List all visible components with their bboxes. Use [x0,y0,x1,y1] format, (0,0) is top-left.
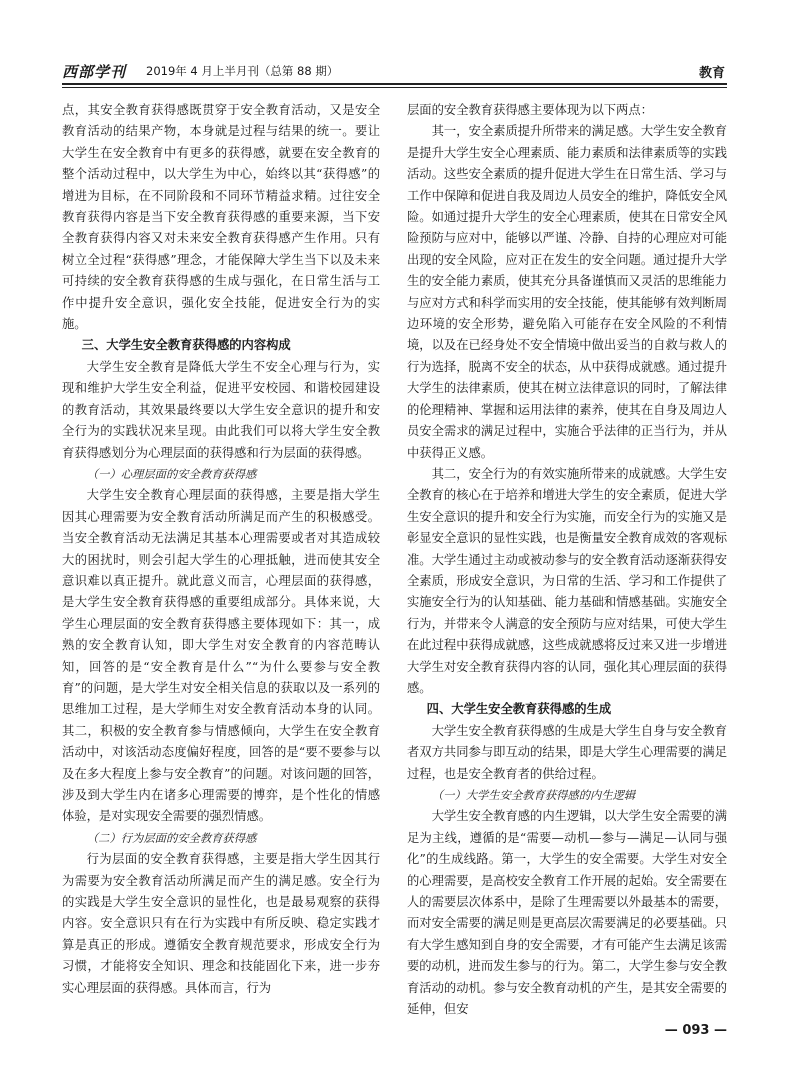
paragraph: 大学生安全教育是降低大学生不安全心理与行为，实现和维护大学生安全利益，促进平安校园、和谐校园建设的教育活动，其效果最终要以大学生安全意识的提升和安全行为的实践状况来呈现。由此我们可以将大学生安全教育获得感划分为心理层面的获得感和行为层面的获得感。 [62,359,380,460]
paragraph: 大学生安全教育心理层面的获得感，主要是指大学生因其心理需要为安全教育活动所满足而产生的积极感受。当安全教育活动无法满足其基本心理需要或者对其造成较大的困扰时，则会引起大学生的心理抵触，进而使其安全意识难以真正提升。就此意义而言，心理层面的获得感，是大学生安全教育获得感的重要组成部分。具体来说，大学生心理层面的安全教育获得感主要体现如下：其一，成熟的安全教育认知，即大学生对安全教育的内容范畴认知，回答的是“安全教育是什么”“为什么要参与安全教育”的问题，是大学生对安全相关信息的获取以及一系列的思维加工过程，是大学师生对安全教育活动本身的认同。其二，积极的安全教育参与情感倾向，大学生在安全教育活动中，对该活动态度偏好程度，回答的是“要不要参与以及在多大程度上参与安全教育”的问题。对该问题的回答，涉及到大学生内在诸多心理需要的博弈，是个性化的情感体验，是对实现安全需要的强烈情感。 [62,488,380,824]
section-label: 教育 [698,66,725,81]
subsection-heading: （一）大学生安全教育获得感的内生逻辑 [431,789,636,802]
subsection-heading: （一）心理层面的安全教育获得感 [86,467,257,481]
journal-logo: 西部学刊 [62,63,127,81]
right-column [407,100,727,1020]
page-number: — 093 — [664,1023,727,1038]
page-header [62,60,727,82]
left-column [62,100,380,999]
section-heading: 四、大学生安全教育获得感的生成 [426,702,612,717]
paragraph: 其一，安全素质提升所带来的满足感。大学生安全教育是提升大学生安全心理素质、能力素质和法律素质等的实践活动。这些安全素质的提升促进大学生在日常生活、学习与工作中保障和促进自我及周边人员安全的维护，降低安全风险。如通过提升大学生的安全心理素质，使其在日常安全风险预防与应对中，能够以严谨、冷静、自持的心理应对可能出现的安全风险，应对正在发生的安全问题。通过提升大学生的安全能力素质，使其充分具备谨慎而又灵活的思维能力与应对方式和科学而实用的安全技能，使其能够有效判断周边环境的安全形势，避免陷入可能存在安全风险的不利情境，以及在已经身处不安全情境中做出妥当的自救与救人的行为选择，脱离不安全的状态，从中获得成就感。通过提升大学生的法律素质，使其在树立法律意识的同时，了解法律的伦理精神、掌握和运用法律的素养，使其在自身及周边人员安全需求的满足过程中，实施合乎法律的正当行为，并从中获得正义感。 [407,124,727,460]
header-rule-thick [62,83,727,85]
paragraph: 其二，安全行为的有效实施所带来的成就感。大学生安全教育的核心在于培养和增进大学生的安全素质，促进大学生安全意识的提升和安全行为实施，而安全行为的实施又是彰显安全意识的显性实践，也是衡量安全教育成效的客观标准。大学生通过主动或被动参与的安全教育活动逐渐获得安全素质，形成安全意识，为日常的生活、学习和工作提供了实施安全行为的认知基础、能力基础和情感基础。实施安全行为，并带来令人满意的安全预防与应对结果，可使大学生在此过程中获得成就感，这些成就感将反过来又进一步增进大学生对安全教育获得内容的认同，强化其心理层面的获得感。 [407,466,727,695]
paragraph: 行为层面的安全教育获得感，主要是指大学生因其行为需要为安全教育活动所满足而产生的满足感。安全行为的实践是大学生安全意识的显性化，也是最易观察的获得内容。安全意识只有在行为实践中有所反映、稳定实践才算是真正的形成。遵循安全教育规范要求，形成安全行为习惯，才能将安全知识、理念和技能固化下来，进一步夯实心理层面的获得感。具体而言，行为 [62,852,380,995]
header-rule-thin [62,87,727,88]
issue-info: 2019年 4 月上半月刊（总第 88 期） [146,64,339,78]
paragraph: 大学生安全教育感的内生逻辑，以大学生安全需要的满足为主线，遵循的是“需要—动机—参与—满足—认同与强化”的生成线路。第一，大学生的安全需要。大学生对安全的心理需要，是高校安全教育工作开展的起始。安全需要在人的需要层次体系中，是除了生理需要以外最基本的需要，而对安全需要的满足则是更高层次需要满足的必要基础。只有大学生感知到自身的安全需要，才有可能产生去满足该需要的动机，进而发生参与的行为。第二，大学生参与安全教育活动的动机。参与安全教育动机的产生，是其安全需要的延伸，但安 [407,809,727,1017]
subsection-heading: （二）行为层面的安全教育获得感 [86,831,257,845]
paragraph: 层面的安全教育获得感主要体现为以下两点： [407,103,653,117]
paragraph: 大学生安全教育获得感的生成是大学生自身与安全教育者双方共同参与即互动的结果，即是大学生心理需要的满足过程，也是安全教育者的供给过程。 [407,723,727,781]
paragraph: 点，其安全教育获得感既贯穿于安全教育活动，又是安全教育活动的结果产物，本身就是过程与结果的统一。要让大学生在安全教育中有更多的获得感，就要在安全教育的整个活动过程中，以大学生为中心，始终以其“获得感”的增进为目标，在不同阶段和不同环节精益求精。过往安全教育获得内容是当下安全教育获得感的重要来源，当下安全教育获得内容又对未来安全教育获得感产生作用。只有树立全过程“获得感”理念，才能保障大学生当下以及未来可持续的安全教育获得感的生成与强化，在日常生活与工作中提升安全意识，强化安全技能，促进安全行为的实施。 [62,103,380,332]
section-heading: 三、大学生安全教育获得感的内容构成 [81,338,291,353]
